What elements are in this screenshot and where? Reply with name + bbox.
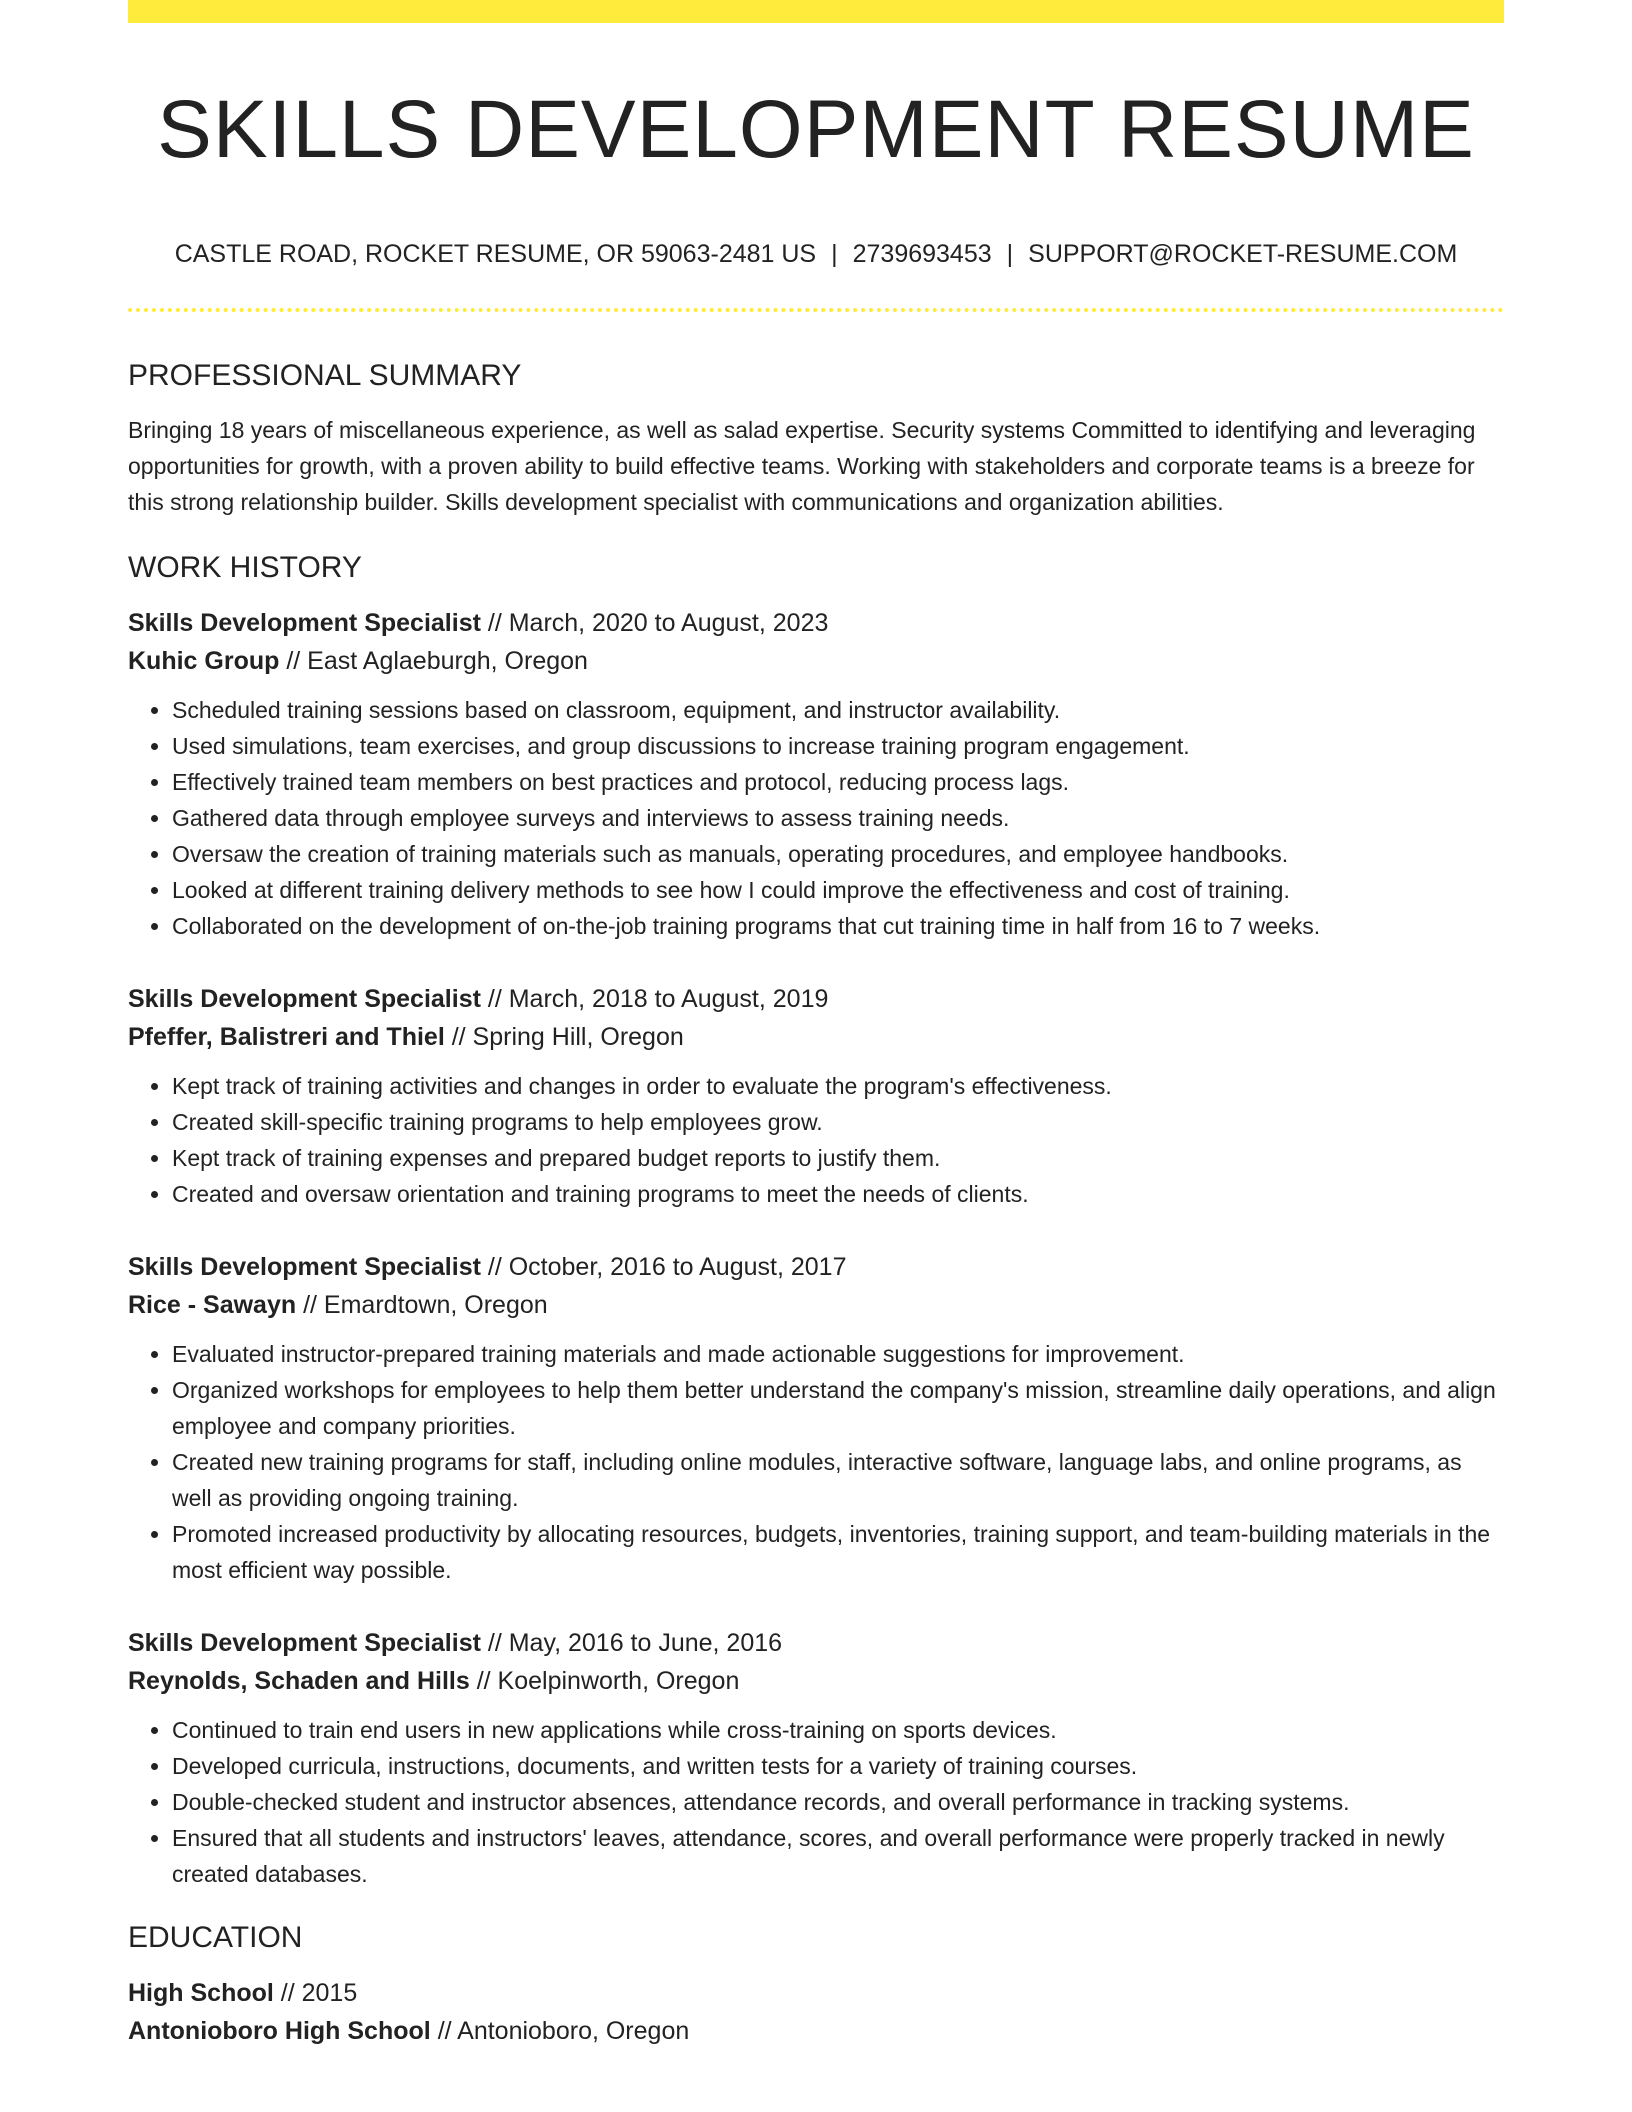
- job-title-line: [128, 980, 1504, 1018]
- job-location: // Spring Hill, Oregon: [451, 1023, 684, 1051]
- contact-separator: |: [1006, 240, 1014, 268]
- job-bullet: • Effectively trained team members on best practices and protocol, reducing process lags.: [172, 764, 1504, 800]
- job-title-line: [128, 1248, 1504, 1286]
- job-bullet: • Created new training programs for staff, including online modules, interactive software, language labs, and online programs, as well as providing ongoing training.: [172, 1444, 1504, 1516]
- job-dates: // May, 2016 to June, 2016: [487, 1629, 783, 1657]
- job-title: Skills Development Specialist: [128, 985, 481, 1013]
- job-title: Skills Development Specialist: [128, 1253, 481, 1281]
- job-company: Kuhic Group: [128, 647, 280, 675]
- contact-separator: |: [831, 240, 838, 268]
- job-location: // Koelpinworth, Oregon: [476, 1667, 740, 1695]
- job-bullets: [128, 1712, 1504, 1892]
- contact-address: CASTLE ROAD, ROCKET RESUME, OR 59063-2481 US: [174, 240, 817, 268]
- job-dates: // October, 2016 to August, 2017: [487, 1253, 847, 1281]
- job-title: Skills Development Specialist: [128, 1629, 481, 1657]
- job-entry: [128, 604, 1504, 944]
- job-company: Pfeffer, Balistreri and Thiel: [128, 1023, 445, 1051]
- job-title-line: [128, 604, 1504, 642]
- job-company: Rice - Sawayn: [128, 1291, 297, 1319]
- job-location: // Emardtown, Oregon: [303, 1291, 548, 1319]
- education-degree-line: [128, 1974, 1504, 2012]
- job-bullet: • Created and oversaw orientation and training programs to meet the needs of clients.: [172, 1176, 1504, 1212]
- job-bullet: • Continued to train end users in new applications while cross-training on sports devices.: [172, 1712, 1504, 1748]
- job-company-line: [128, 1286, 1504, 1324]
- summary-heading: PROFESSIONAL SUMMARY: [128, 359, 522, 392]
- work-history-list: [128, 604, 1504, 1892]
- job-bullet: • Promoted increased productivity by allocating resources, budgets, inventories, training support, and team-building materials in the most efficient way possible.: [172, 1516, 1504, 1588]
- job-bullet: • Double-checked student and instructor absences, attendance records, and overall performance in tracking systems.: [172, 1784, 1504, 1820]
- education-school-line: [128, 2012, 1504, 2050]
- job-company: Reynolds, Schaden and Hills: [128, 1667, 470, 1695]
- job-bullets: [128, 1068, 1504, 1212]
- education-degree: High School: [128, 1979, 274, 2007]
- job-bullet: • Scheduled training sessions based on classroom, equipment, and instructor availability.: [172, 692, 1504, 728]
- job-bullet: • Evaluated instructor-prepared training materials and made actionable suggestions for improvement.: [172, 1336, 1504, 1372]
- education-school: Antonioboro High School: [128, 2017, 431, 2045]
- job-dates: // March, 2018 to August, 2019: [487, 985, 829, 1013]
- contact-phone: 2739693453: [852, 240, 992, 268]
- education-entry: [128, 1974, 1504, 2050]
- job-bullet: • Kept track of training activities and changes in order to evaluate the program's effectiveness.: [172, 1068, 1504, 1104]
- resume-content: [128, 350, 1504, 2050]
- job-company-line: [128, 1018, 1504, 1056]
- job-bullets: [128, 692, 1504, 944]
- summary-text: Bringing 18 years of miscellaneous experience, as well as salad expertise. Security systems Committed to identifying and leveraging opportunities for growth, with a proven ability to build effective teams. Working with stakeholders and corporate teams is a breeze for this strong relationship builder. Skills development specialist with communications and organization abilities.: [128, 417, 1476, 515]
- resume-title: SKILLS DEVELOPMENT RESUME: [157, 84, 1475, 175]
- job-dates: // March, 2020 to August, 2023: [487, 609, 829, 637]
- job-entry: [128, 980, 1504, 1212]
- job-bullet: • Created skill-specific training programs to help employees grow.: [172, 1104, 1504, 1140]
- job-company-line: [128, 642, 1504, 680]
- job-bullet: • Gathered data through employee surveys and interviews to assess training needs.: [172, 800, 1504, 836]
- job-bullet: • Looked at different training delivery methods to see how I could improve the effectiveness and cost of training.: [172, 872, 1504, 908]
- contact-line: [128, 236, 1504, 272]
- job-bullet: • Developed curricula, instructions, documents, and written tests for a variety of training courses.: [172, 1748, 1504, 1784]
- top-accent-bar: [128, 0, 1504, 23]
- job-entry: [128, 1624, 1504, 1892]
- work-history-heading: WORK HISTORY: [128, 551, 362, 584]
- job-bullet: • Kept track of training expenses and prepared budget reports to justify them.: [172, 1140, 1504, 1176]
- job-bullet: • Collaborated on the development of on-the-job training programs that cut training time in half from 16 to 7 weeks.: [172, 908, 1504, 944]
- job-bullets: [128, 1336, 1504, 1588]
- job-bullet: • Ensured that all students and instructors' leaves, attendance, scores, and overall performance were properly tracked in newly created databases.: [172, 1820, 1504, 1892]
- education-year: // 2015: [280, 1979, 358, 2007]
- job-title-line: [128, 1624, 1504, 1662]
- education-heading: EDUCATION: [128, 1921, 303, 1954]
- header-divider: [128, 308, 1504, 312]
- job-bullet: • Organized workshops for employees to help them better understand the company's mission, streamline daily operations, and align employee and company priorities.: [172, 1372, 1504, 1444]
- education-location: // Antonioboro, Oregon: [437, 2017, 690, 2045]
- contact-email: SUPPORT@ROCKET-RESUME.COM: [1028, 240, 1458, 268]
- job-entry: [128, 1248, 1504, 1588]
- job-bullet: • Used simulations, team exercises, and group discussions to increase training program engagement.: [172, 728, 1504, 764]
- job-company-line: [128, 1662, 1504, 1700]
- job-location: // East Aglaeburgh, Oregon: [286, 647, 588, 675]
- job-title: Skills Development Specialist: [128, 609, 481, 637]
- job-bullet: • Oversaw the creation of training materials such as manuals, operating procedures, and employee handbooks.: [172, 836, 1504, 872]
